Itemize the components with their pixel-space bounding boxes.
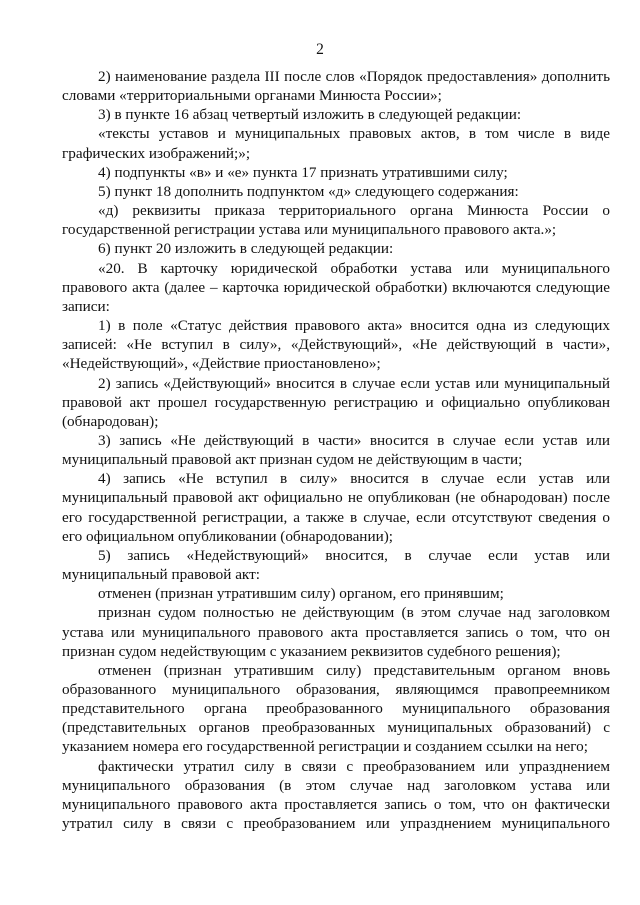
document-body bbox=[62, 67, 610, 833]
paragraph: фактически утратил силу в связи с преобразованием или упразднением муниципального образования (в этом случае над заголовком устава или муниципального правового акта проставляется запись о том, что он фактически утратил силу в связи с преобразованием или упразднением муниципального bbox=[62, 757, 610, 833]
paragraph: 3) в пункте 16 абзац четвертый изложить в следующей редакции: bbox=[98, 106, 522, 124]
paragraph: признан судом полностью не действующим (в этом случае над заголовком устава или муниципального правового акта проставляется запись о том, что он признан судом недействующим с указанием реквизитов судебного решения); bbox=[62, 604, 610, 660]
paragraph: 6) пункт 20 изложить в следующей редакции: bbox=[98, 240, 394, 258]
paragraph: отменен (признан утратившим силу) органом, его принявшим; bbox=[98, 585, 504, 603]
paragraph: 2) запись «Действующий» вносится в случае если устав или муниципальный правовой акт прошел государственную регистрацию и официально опубликован (обнародован); bbox=[62, 374, 610, 430]
paragraph: 2) наименование раздела III после слов «Порядок предоставления» дополнить словами «территориальными органами Минюста России»; bbox=[62, 68, 610, 105]
page-number: 2 bbox=[316, 41, 324, 58]
paragraph: «д) реквизиты приказа территориального органа Минюста России о государственной регистрации устава или муниципального правового акта.»; bbox=[62, 202, 610, 239]
paragraph: 5) пункт 18 дополнить подпунктом «д» следующего содержания: bbox=[98, 182, 519, 200]
paragraph: отменен (признан утратившим силу) представительным органом вновь образованного муниципального образования, являющимся правопреемником представительного органа преобразованного муниципального образования (представительных органов преобразованных муниципальных образований) с указанием номера его государственной регистрации и созданием ссылки на него; bbox=[62, 661, 610, 756]
paragraph: 1) в поле «Статус действия правового акта» вносится одна из следующих записей: «Не вступил в силу», «Действующий», «Не действующий в части», «Недействующий», «Действие приостановлено»; bbox=[62, 317, 610, 373]
paragraph: «тексты уставов и муниципальных правовых актов, в том числе в виде графических изображений;»; bbox=[62, 125, 610, 162]
paragraph: «20. В карточку юридической обработки устава или муниципального правового акта (далее – карточка юридической обработки) включаются следующие записи: bbox=[62, 259, 610, 315]
paragraph: 4) подпункты «в» и «е» пункта 17 признать утратившими силу; bbox=[98, 163, 508, 181]
paragraph: 3) запись «Не действующий в части» вносится в случае если устав или муниципальный правовой акт признан судом не действующим в части; bbox=[62, 431, 610, 469]
paragraph: 5) запись «Недействующий» вносится, в случае если устав или муниципальный правовой акт: bbox=[62, 546, 610, 584]
paragraph: 4) запись «Не вступил в силу» вносится в случае если устав или муниципальный правовой акт официально не опубликован (не обнародован) после его государственной регистрации, а также в случае, если отсутствуют сведения о его официальном опубликовании (обнародовании); bbox=[62, 470, 610, 545]
